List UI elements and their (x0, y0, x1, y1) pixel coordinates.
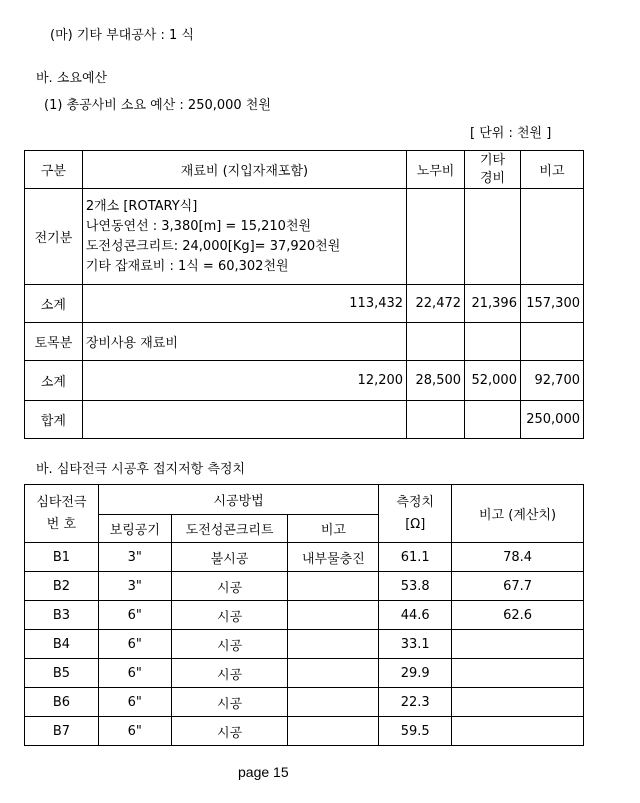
empty-cell (407, 189, 465, 285)
header-electrode-line1: 심타전극 (36, 494, 87, 510)
measured-value: 22.3 (379, 688, 452, 717)
measured-value: 44.6 (379, 601, 452, 630)
calc-value (452, 630, 584, 659)
subtotal-materials: 113,432 (82, 285, 406, 323)
budget-section-heading: 바. 소요예산 (36, 71, 108, 86)
table-row (25, 630, 584, 659)
header-calc-remarks: 비고 (계산치) (452, 485, 584, 543)
concrete-status: 시공 (171, 688, 288, 717)
calc-value (452, 688, 584, 717)
header-measured (379, 485, 452, 543)
note-cell (288, 659, 379, 688)
electrode-id: B1 (25, 543, 99, 572)
subtotal-label: 소계 (25, 285, 83, 323)
header-other-line1: 기타 (479, 152, 506, 168)
boring-size: 6" (98, 717, 171, 746)
page-number: page 15 (238, 764, 289, 780)
civil-label: 토목분 (25, 323, 83, 361)
empty-cell (520, 189, 583, 285)
budget-header-row (25, 151, 584, 189)
header-materials: 재료비 (지입자재포함) (82, 151, 406, 189)
header-measured-line2: [Ω] (405, 516, 426, 532)
total-row (25, 401, 584, 439)
table-row (25, 601, 584, 630)
boring-size: 3" (98, 543, 171, 572)
empty-cell (520, 323, 583, 361)
measured-value: 59.5 (379, 717, 452, 746)
subtotal-other: 52,000 (465, 361, 521, 401)
table-row (25, 717, 584, 746)
concrete-status: 불시공 (171, 543, 288, 572)
header-electrode (25, 485, 99, 543)
concrete-status: 시공 (171, 659, 288, 688)
header-labor: 노무비 (407, 151, 465, 189)
electrode-id: B5 (25, 659, 99, 688)
header-note: 비고 (288, 515, 379, 543)
measured-value: 33.1 (379, 630, 452, 659)
concrete-status: 시공 (171, 717, 288, 746)
empty-cell (465, 323, 521, 361)
note-cell (288, 601, 379, 630)
subtotal-other: 21,396 (465, 285, 521, 323)
electrode-id: B7 (25, 717, 99, 746)
measured-value: 53.8 (379, 572, 452, 601)
empty-cell (407, 323, 465, 361)
electric-row (25, 189, 584, 285)
header-method: 시공방법 (98, 485, 378, 515)
total-remarks: 250,000 (520, 401, 583, 439)
measurement-section-heading: 바. 심타전극 시공후 접지저항 측정치 (36, 462, 246, 477)
note-cell (288, 688, 379, 717)
subtotal-labor: 28,500 (407, 361, 465, 401)
concrete-status: 시공 (171, 601, 288, 630)
header-boring: 보링공기 (98, 515, 171, 543)
electrode-id: B2 (25, 572, 99, 601)
empty-cell (82, 401, 406, 439)
note-cell: 내부물충진 (288, 543, 379, 572)
civil-materials: 장비사용 재료비 (82, 323, 406, 361)
table-row (25, 688, 584, 717)
concrete-status: 시공 (171, 572, 288, 601)
electric-line: 2개소 [ROTARY식] (85, 198, 198, 214)
boring-size: 3" (98, 572, 171, 601)
note-cell (288, 717, 379, 746)
electric-label: 전기분 (25, 189, 83, 285)
concrete-status: 시공 (171, 630, 288, 659)
unit-label: [ 단위 : 천원 ] (470, 126, 552, 141)
header-measured-line1: 측정치 (396, 494, 435, 510)
electrode-id: B4 (25, 630, 99, 659)
boring-size: 6" (98, 659, 171, 688)
header-other (465, 151, 521, 189)
header-category: 구분 (25, 151, 83, 189)
civil-row (25, 323, 584, 361)
boring-size: 6" (98, 688, 171, 717)
table-row (25, 543, 584, 572)
measured-value: 61.1 (379, 543, 452, 572)
electrode-id: B3 (25, 601, 99, 630)
calc-value: 62.6 (452, 601, 584, 630)
boring-size: 6" (98, 630, 171, 659)
calc-value (452, 659, 584, 688)
budget-table (24, 150, 584, 439)
subtotal-row-1 (25, 285, 584, 323)
empty-cell (465, 401, 521, 439)
subtotal-labor: 22,472 (407, 285, 465, 323)
empty-cell (407, 401, 465, 439)
subtotal-remarks: 157,300 (520, 285, 583, 323)
subtotal-label: 소계 (25, 361, 83, 401)
empty-cell (465, 189, 521, 285)
electrode-id: B6 (25, 688, 99, 717)
total-label: 합계 (25, 401, 83, 439)
electric-line: 나연동연선 : 3,380[m] = 15,210천원 (85, 218, 312, 234)
subtotal-materials: 12,200 (82, 361, 406, 401)
table-row (25, 659, 584, 688)
note-cell (288, 630, 379, 659)
header-remarks: 비고 (520, 151, 583, 189)
electric-materials (82, 189, 406, 285)
measurement-table (24, 484, 584, 746)
misc-work-heading: (마) 기타 부대공사 : 1 식 (50, 28, 194, 43)
total-cost-heading: (1) 총공사비 소요 예산 : 250,000 천원 (44, 98, 271, 113)
calc-value: 78.4 (452, 543, 584, 572)
measured-value: 29.9 (379, 659, 452, 688)
header-electrode-line2: 번 호 (46, 516, 77, 532)
electric-line: 도전성콘크리트: 24,000[Kg]= 37,920천원 (85, 238, 341, 254)
boring-size: 6" (98, 601, 171, 630)
measure-header-row-1 (25, 485, 584, 515)
header-other-line2: 경비 (479, 170, 506, 186)
note-cell (288, 572, 379, 601)
table-row (25, 572, 584, 601)
subtotal-remarks: 92,700 (520, 361, 583, 401)
header-concrete: 도전성콘크리트 (171, 515, 288, 543)
electric-line: 기타 잡재료비 : 1식 = 60,302천원 (85, 258, 289, 274)
calc-value (452, 717, 584, 746)
calc-value: 67.7 (452, 572, 584, 601)
subtotal-row-2 (25, 361, 584, 401)
